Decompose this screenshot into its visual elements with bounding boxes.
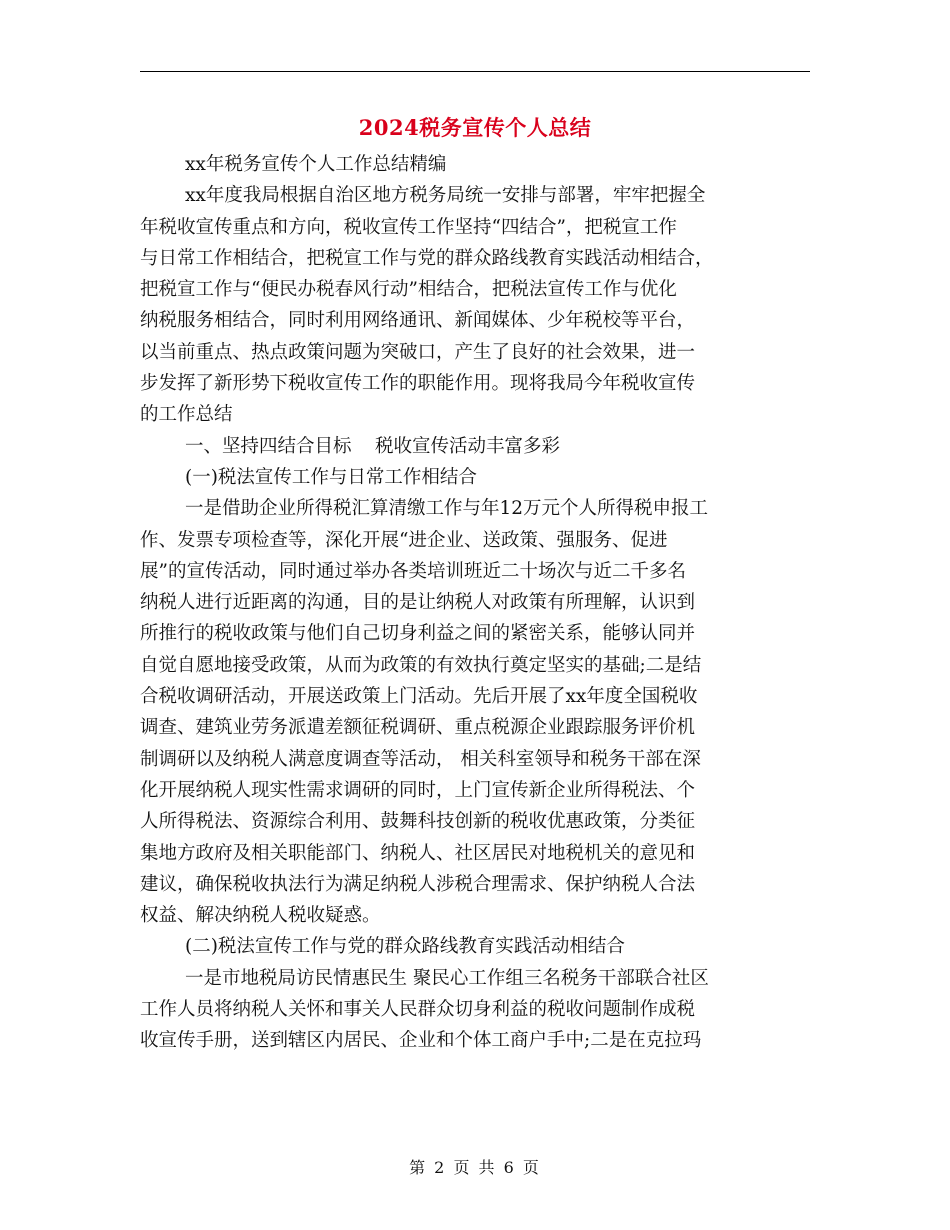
text-line: 纳税服务相结合，同时利用网络通讯、新闻媒体、少年税校等平台，	[140, 310, 696, 332]
text-line: (一)税法宣传工作与日常工作相结合	[185, 466, 477, 488]
text-line: 制调研以及纳税人满意度调查等活动， 相关科室领导和税务干部在深	[140, 748, 701, 770]
text-line: 纳税人进行近距离的沟通，目的是让纳税人对政策有所理解，认识到	[140, 592, 696, 614]
text-line: xx年税务宣传个人工作总结精编	[185, 154, 447, 175]
text-line: 与日常工作相结合，把税宣工作与党的群众路线教育实践活动相结合，	[140, 247, 714, 269]
text-line: 展”的宣传活动，同时通过举办各类培训班近二十场次与近二千多名	[140, 560, 686, 582]
document-body	[140, 149, 810, 1057]
text-line: 步发挥了新形势下税收宣传工作的职能作用。现将我局今年税收宣传	[140, 373, 696, 395]
document-title: 2024税务宣传个人总结	[358, 115, 592, 140]
text-line: 把税宣工作与“便民办税春风行动”相结合，把税法宣传工作与优化	[140, 279, 677, 301]
text-line: 权益、解决纳税人税收疑惑。	[140, 905, 381, 927]
text-line: 建议，确保税收执法行为满足纳税人涉税合理需求、保护纳税人合法	[140, 873, 696, 895]
text-line: 调查、建筑业劳务派遣差额征税调研、重点税源企业跟踪服务评价机	[140, 717, 696, 739]
text-line: 人所得税法、资源综合利用、鼓舞科技创新的税收优惠政策，分类征	[140, 811, 696, 833]
text-line: 化开展纳税人现实性需求调研的同时，上门宣传新企业所得税法、个	[140, 779, 696, 801]
text-line: 一、坚持四结合目标 税收宣传活动丰富多彩	[185, 435, 561, 457]
text-line: 自觉自愿地接受政策，从而为政策的有效执行奠定坚实的基础;二是结	[140, 654, 702, 676]
text-line: 一是市地税局访民情惠民生 聚民心工作组三名税务干部联合社区	[185, 967, 709, 989]
text-line: 一是借助企业所得税汇算清缴工作与年12万元个人所得税申报工	[185, 498, 709, 520]
text-line: 集地方政府及相关职能部门、纳税人、社区居民对地税机关的意见和	[140, 842, 696, 864]
text-line: xx年度我局根据自治区地方税务局统一安排与部署，牢牢把握全	[185, 185, 706, 207]
text-line: 以当前重点、热点政策问题为突破口，产生了良好的社会效果，进一	[140, 341, 696, 363]
text-line: (二)税法宣传工作与党的群众路线教育实践活动相结合	[185, 936, 625, 958]
text-line: 合税收调研活动，开展送政策上门活动。先后开展了xx年度全国税收	[140, 686, 698, 708]
text-line: 的工作总结	[140, 404, 233, 426]
text-line: 年税收宣传重点和方向，税收宣传工作坚持“四结合”，把税宣工作	[140, 216, 677, 238]
page-number: 第 2 页 共 6 页	[409, 1158, 541, 1177]
text-line: 所推行的税收政策与他们自己切身利益之间的紧密关系，能够认同并	[140, 623, 696, 645]
text-line: 作、发票专项检查等，深化开展“进企业、送政策、强服务、促进	[140, 529, 668, 551]
text-line: 工作人员将纳税人关怀和事关人民群众切身利益的税收问题制作成税	[140, 999, 696, 1021]
text-line: 收宣传手册，送到辖区内居民、企业和个体工商户手中;二是在克拉玛	[140, 1030, 702, 1052]
header-rule	[140, 71, 810, 72]
